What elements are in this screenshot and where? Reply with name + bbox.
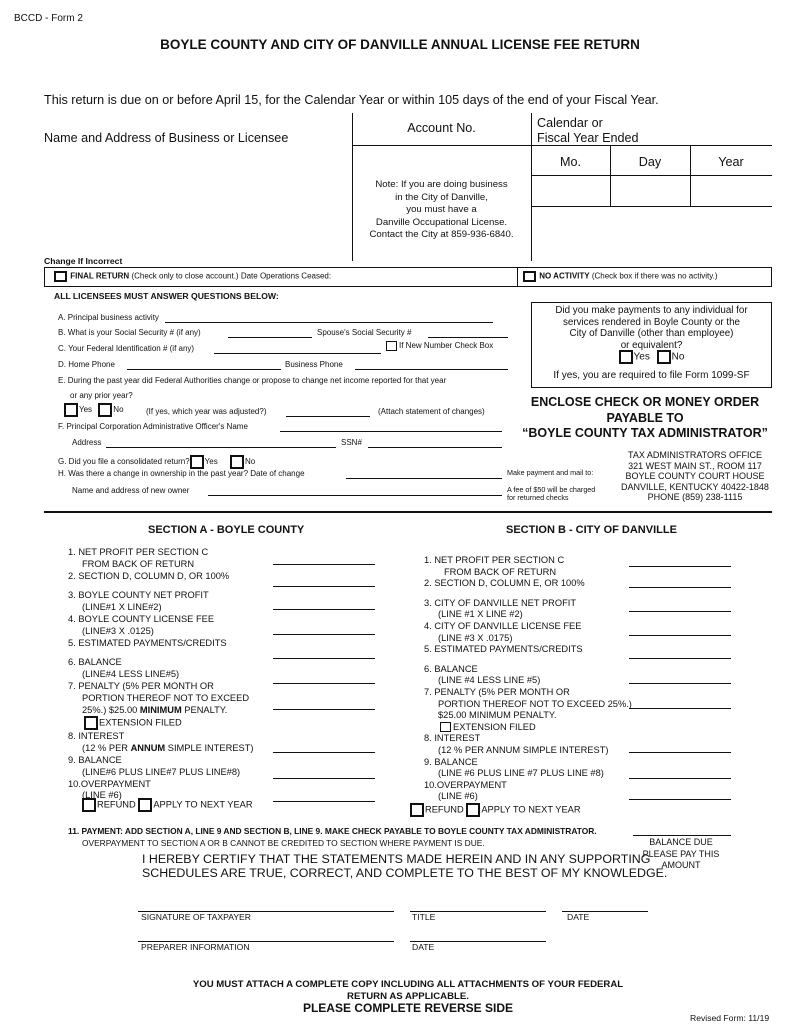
b-line7-field[interactable] xyxy=(629,708,731,709)
final-return-row: FINAL RETURN (Check only to close account.) Date Operations Ceased: xyxy=(54,271,331,282)
attach-notice: YOU MUST ATTACH A COMPLETE COPY INCLUDING ALL ATTACHMENTS OF YOUR FEDERAL RETURN AS APPLICABLE. xyxy=(192,979,624,1002)
form-id: BCCD - Form 2 xyxy=(14,13,83,24)
officer-address-label: Address xyxy=(72,438,102,447)
b-line1-field[interactable] xyxy=(629,566,731,567)
section-b-title: SECTION B - CITY OF DANVILLE xyxy=(506,524,677,536)
b-line4-field[interactable] xyxy=(629,635,731,636)
ownership-date-field[interactable] xyxy=(346,478,502,479)
e-no-checkbox[interactable] xyxy=(98,403,112,417)
question-g: G. Did you file a consolidated return? Yes No xyxy=(58,455,255,469)
calendar-label: Calendar or xyxy=(537,116,603,130)
federal-id-field[interactable] xyxy=(214,353,381,354)
fiscal-year-label: Fiscal Year Ended xyxy=(537,131,639,145)
certification: I HEREBY CERTIFY THAT THE STATEMENTS MADE HEREIN AND IN ANY SUPPORTING SCHEDULES ARE TRUE, CORRECT, AND COMPLETE TO THE BEST OF MY KNOWLEDGE. xyxy=(142,852,668,880)
account-no-label: Account No. xyxy=(407,121,476,135)
month-header: Mo. xyxy=(560,155,581,169)
section-a-title: SECTION A - BOYLE COUNTY xyxy=(148,524,305,536)
form-1099-note: If yes, you are required to file Form 1099-SF xyxy=(553,370,750,381)
b-line8-field[interactable] xyxy=(629,752,731,753)
preparer-label: PREPARER INFORMATION xyxy=(141,942,250,952)
question-e: E. During the past year did Federal Authorities change or propose to change net income reported for that year xyxy=(58,376,447,385)
b-line3-field[interactable] xyxy=(629,611,731,612)
b-extension-checkbox[interactable] xyxy=(440,722,451,732)
title-label: TITLE xyxy=(412,912,436,922)
a-line1-field[interactable] xyxy=(273,564,375,565)
b-line10-field[interactable] xyxy=(629,799,731,800)
change-if-incorrect: Change If Incorrect xyxy=(44,256,123,266)
business-activity-field[interactable] xyxy=(165,322,493,323)
a-extension-checkbox[interactable] xyxy=(84,716,98,730)
business-phone-field[interactable] xyxy=(355,369,508,370)
b-refund-checkbox[interactable] xyxy=(410,803,424,817)
b-apply-checkbox[interactable] xyxy=(466,803,480,817)
a-refund-checkbox[interactable] xyxy=(82,798,96,812)
day-header: Day xyxy=(638,155,662,169)
a-line8-field[interactable] xyxy=(273,752,375,753)
g-yes-checkbox[interactable] xyxy=(190,455,204,469)
business-phone-label: Business Phone xyxy=(285,360,343,369)
b-line5-field[interactable] xyxy=(629,658,731,659)
officer-ssn-label: SSN# xyxy=(341,438,362,447)
revised-date: Revised Form: 11/19 xyxy=(690,1013,770,1023)
balance-due-field[interactable] xyxy=(633,835,731,836)
new-number-check: If New Number Check Box xyxy=(386,341,493,351)
b-line6-field[interactable] xyxy=(629,683,731,684)
a-line3-field[interactable] xyxy=(273,609,375,610)
officer-address-field[interactable] xyxy=(106,447,336,448)
a-line4-field[interactable] xyxy=(273,634,375,635)
b-line2-field[interactable] xyxy=(629,587,731,588)
a-line5-field[interactable] xyxy=(273,658,375,659)
danville-note: Note: If you are doing business in the City of Danville, you must have a Danville Occupational License. Contact the City at 859-936-6840. xyxy=(369,179,514,241)
officer-ssn-field[interactable] xyxy=(368,447,502,448)
question-b: B. What is your Social Security # (if any) xyxy=(58,328,201,337)
e-yes-checkbox[interactable] xyxy=(64,403,78,417)
question-e-answers: Yes No xyxy=(64,403,124,417)
name-address-label: Name and Address of Business or Licensee xyxy=(44,131,289,145)
section-a-lines: 1. NET PROFIT PER SECTION C FROM BACK OF RETURN 2. SECTION D, COLUMN D, OR 100% 3. BOYLE COUNTY NET PROFIT (LINE#1 X LINE#2) 4. BOYLE COUNTY LICENSE FEE (LINE#3 X .0125) 5. ESTIMATED PAYMENTS/CREDITS 6. BALANCE (LINE#4 LESS LINE#5) 7. PENALTY (5% PER MONTH OR PORTION THEREOF NOT TO EXCEED 25%.) $25.00 MINIMUM PENALTY. EXTENSION FILED 8. INTEREST (12 % PER ANNUM SIMPLE INTEREST) 9. BALANCE (LINE#6 PLUS LINE#7 PLUS LINE#8) 10.OVERPAYMENT (LINE #6) REFUND APPLY TO NEXT YEAR xyxy=(68,547,254,812)
questions-heading: ALL LICENSEES MUST ANSWER QUESTIONS BELOW: xyxy=(54,291,279,301)
line-11-payment: 11. PAYMENT: ADD SECTION A, LINE 9 AND SECTION B, LINE 9. MAKE CHECK PAYABLE TO BOYLE COUNTY TAX ADMINISTRATOR. xyxy=(68,826,597,836)
a-line9-field[interactable] xyxy=(273,778,375,779)
no-activity-row: NO ACTIVITY (Check box if there was no activity.) xyxy=(523,271,718,282)
e-attach-label: (Attach statement of changes) xyxy=(378,407,485,416)
question-f: F. Principal Corporation Administrative Officer's Name xyxy=(58,422,248,431)
question-c: C. Your Federal Identification # (if any) xyxy=(58,344,195,353)
question-d: D. Home Phone xyxy=(58,360,115,369)
year-header: Year xyxy=(718,155,744,169)
payments-yes-checkbox[interactable] xyxy=(619,350,633,364)
a-line2-field[interactable] xyxy=(273,586,375,587)
new-owner-field[interactable] xyxy=(208,495,502,496)
section-b-lines: 1. NET PROFIT PER SECTION C FROM BACK OF RETURN 2. SECTION D, COLUMN E, OR 100% 3. CITY OF DANVILLE NET PROFIT (LINE #1 X LINE #2) 4. CITY OF DANVILLE LICENSE FEE (LINE #3 X .0175) 5. ESTIMATED PAYMENTS/CREDITS 6. BALANCE (LINE #4 LESS LINE #5) 7. PENALTY (5% PER MONTH OR PORTION THEREOF NOT TO EXCEED 25%.) $25.00 MINIMUM PENALTY. EXTENSION FILED 8. INTEREST (12 % PER ANNUM SIMPLE INTEREST) 9. BALANCE (LINE #6 PLUS LINE #7 PLUS LINE #8) 10.OVERPAYMENT (LINE #6) REFUND APPLY TO NEXT YEAR xyxy=(424,555,632,817)
spouse-ssn-field[interactable] xyxy=(428,337,508,338)
no-activity-checkbox[interactable] xyxy=(523,271,536,282)
spouse-ssn-label: Spouse's Social Security # xyxy=(317,328,412,337)
ssn-field[interactable] xyxy=(228,337,312,338)
e-which-year-label: (If yes, which year was adjusted?) xyxy=(146,407,267,416)
mailing-address: TAX ADMINISTRATORS OFFICE 321 WEST MAIN ST., ROOM 117 BOYLE COUNTY COURT HOUSE DANVILLE, KENTUCKY 40422-1848 PHONE (859) 238-1115 xyxy=(621,450,769,502)
date-label: DATE xyxy=(567,912,590,922)
new-owner-label: Name and address of new owner xyxy=(72,486,190,495)
a-line10-field[interactable] xyxy=(273,801,375,802)
mail-to-label: Make payment and mail to: xyxy=(507,468,594,477)
new-number-checkbox[interactable] xyxy=(386,341,397,351)
overpayment-note: OVERPAYMENT TO SECTION A OR B CANNOT BE CREDITED TO SECTION WHERE PAYMENT IS DUE. xyxy=(82,838,485,848)
officer-name-field[interactable] xyxy=(280,431,502,432)
reverse-side-notice: PLEASE COMPLETE REVERSE SIDE xyxy=(302,1001,514,1015)
question-a: A. Principal business activity xyxy=(58,313,159,322)
b-line9-field[interactable] xyxy=(629,778,731,779)
returned-check-fee: A fee of $50 will be charged for returned checks xyxy=(507,485,596,502)
a-line6-field[interactable] xyxy=(273,683,375,684)
home-phone-field[interactable] xyxy=(127,369,281,370)
page-title: BOYLE COUNTY AND CITY OF DANVILLE ANNUAL LICENSE FEE RETURN xyxy=(160,37,640,52)
adjusted-year-field[interactable] xyxy=(286,416,370,417)
balance-due-label: BALANCE DUE PLEASE PAY THIS AMOUNT xyxy=(642,837,720,870)
preparer-date-label: DATE xyxy=(412,942,435,952)
enclose-check-notice: ENCLOSE CHECK OR MONEY ORDER PAYABLE TO “BOYLE COUNTY TAX ADMINISTRATOR” xyxy=(522,395,768,440)
g-no-checkbox[interactable] xyxy=(230,455,244,469)
question-e-cont: or any prior year? xyxy=(70,391,133,400)
signature-label: SIGNATURE OF TAXPAYER xyxy=(141,912,251,922)
payments-question: Did you make payments to any individual for services rendered in Boyle County or the City of Danville (other than employee) or equivalent? xyxy=(555,305,748,351)
a-line7-field[interactable] xyxy=(273,709,375,710)
final-return-checkbox[interactable] xyxy=(54,271,67,282)
due-notice: This return is due on or before April 15, for the Calendar Year or within 105 days of the end of your Fiscal Year. xyxy=(44,93,659,107)
a-apply-checkbox[interactable] xyxy=(138,798,152,812)
question-h: H. Was there a change in ownership in the past year? Date of change xyxy=(58,469,305,478)
payments-answers: Yes No xyxy=(531,350,772,364)
payments-no-checkbox[interactable] xyxy=(657,350,671,364)
